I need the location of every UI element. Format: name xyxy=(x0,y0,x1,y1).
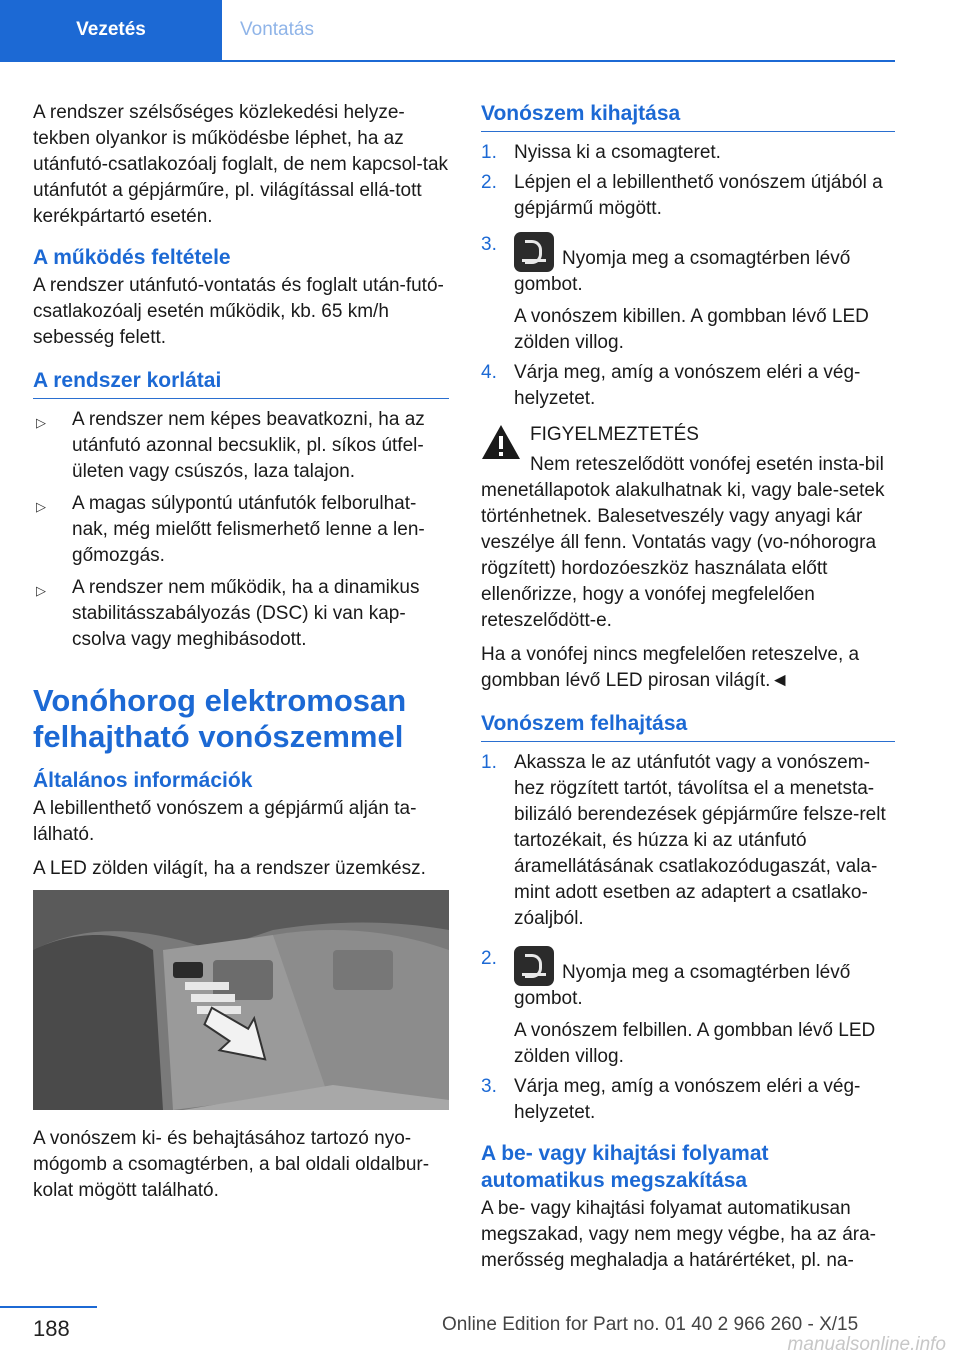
step-text: Nyomja meg a csomagtérben lévő gombot. xyxy=(514,248,851,295)
list-item-text: A magas súlypontú utánfutók felborulhat-nak, még mielőtt felismerhető lenne a len-gőmozgás. xyxy=(72,493,425,566)
divider xyxy=(481,131,895,132)
list-item xyxy=(481,360,895,412)
list-item xyxy=(481,1074,895,1126)
list-item xyxy=(481,170,895,222)
conditions-heading: A működés feltétele xyxy=(33,246,231,269)
step-text: Nyomja meg a csomagtérben lévő gombot. xyxy=(514,962,851,1009)
abort-paragraph: A be- vagy kihajtási folyamat automatikusan megszakad, vagy nem megy végbe, ha az ára-merősség meghaladja a határértéket, pl. na- xyxy=(481,1198,876,1271)
step-note: A vonószem felbillen. A gombban lévő LED zölden villog. xyxy=(514,1020,876,1067)
warning-text: Nem reteszelődött vonófej esetén insta-bil menetállapotok alakulhatnak ki, vagy bale-setek történhetnek. Balesetveszély vagy anyagi kár veszélye áll fenn. Vontatás vagy (vo-nóhorogra rögzített) hordozóeszköz használata előtt ellenőrizze, hogy a vonófej megfelelően reteszelődött-e. xyxy=(481,454,885,631)
bullet-triangle-icon: ▷ xyxy=(36,499,46,514)
extend-steps xyxy=(481,140,895,412)
step-text: Várja meg, amíg a vonószem eléri a vég-helyzetet. xyxy=(514,362,861,409)
list-item xyxy=(481,140,895,166)
step-text: Várja meg, amíg a vonószem eléri a vég-helyzetet. xyxy=(514,1076,861,1123)
step-number: 2. xyxy=(481,172,497,193)
step-number: 1. xyxy=(481,142,497,163)
header-tabbar xyxy=(0,0,895,62)
step-text: Nyissa ki a csomagteret. xyxy=(514,142,721,163)
general-paragraph-2: A LED zölden világít, ha a rendszer üzemkész. xyxy=(33,858,426,879)
list-item xyxy=(33,491,449,569)
list-item xyxy=(33,407,449,485)
header-divider xyxy=(0,60,895,62)
towbar-button-icon xyxy=(514,232,554,272)
page-number-rule xyxy=(0,1306,97,1308)
divider xyxy=(33,398,449,399)
abort-heading: A be- vagy kihajtási folyamat automatikus megszakítása xyxy=(481,1142,769,1192)
section-title: Vonóhorog elektromosan felhajtható vonószemmel xyxy=(33,683,407,754)
general-paragraph-1: A lebillenthető vonószem a gépjármű alján ta-lálható. xyxy=(33,798,417,845)
step-number: 4. xyxy=(481,362,497,383)
trunk-photo xyxy=(33,890,449,1110)
step-note: A vonószem kibillen. A gombban lévő LED zölden villog. xyxy=(514,306,869,353)
warning-triangle-icon xyxy=(481,424,521,460)
step-number: 3. xyxy=(481,234,497,255)
step-text: Akassza le az utánfutót vagy a vonószem-hez rögzített tartót, távolítsa el a menetsta-bilizáló berendezések gépjárműre felsze-relt tartozékait, és húzza ki az utánfutó áramellátásának csatlakozódugaszát, vala-mint adott esetben az adaptert a csatlako-zóaljból. xyxy=(514,752,886,929)
list-item xyxy=(33,575,449,653)
tab-vezetes[interactable]: Vezetés xyxy=(0,0,222,60)
divider xyxy=(481,741,895,742)
conditions-paragraph: A rendszer utánfutó-vontatás és foglalt után-futó-csatlakozóalj esetén működik, kb. 65 km/h sebesség felett. xyxy=(33,275,444,348)
step-number: 2. xyxy=(481,948,497,969)
warning-paragraph-2: Ha a vonófej nincs megfelelően reteszelve, a gombban lévő LED pirosan világít.◄ xyxy=(481,644,860,691)
page-number: 188 xyxy=(33,1316,70,1341)
bullet-triangle-icon: ▷ xyxy=(36,415,46,430)
retract-heading: Vonószem felhajtása xyxy=(481,712,688,735)
watermark: manualsonline.info xyxy=(787,1334,946,1355)
limits-list xyxy=(33,407,449,653)
limits-heading: A rendszer korlátai xyxy=(33,369,222,392)
photo-caption: A vonószem ki- és behajtásához tartozó nyo-mógomb a csomagtérben, a bal oldali oldalbur-kolat mögött található. xyxy=(33,1128,430,1201)
general-heading: Általános információk xyxy=(33,769,253,792)
warning-block xyxy=(481,422,895,448)
step-number: 1. xyxy=(481,752,497,773)
towbar-button-icon xyxy=(514,946,554,986)
step-number: 3. xyxy=(481,1076,497,1097)
list-item xyxy=(481,232,895,356)
right-column xyxy=(481,100,895,1282)
warning-title: FIGYELMEZTETÉS xyxy=(530,424,699,445)
step-text: Lépjen el a lebillenthető vonószem útjából a gépjármű mögött. xyxy=(514,172,883,219)
list-item xyxy=(481,750,895,932)
list-item-text: A rendszer nem működik, ha a dinamikus stabilitásszabályozás (DSC) ki van kap-csolva vagy meghibásodott. xyxy=(72,577,420,650)
list-item xyxy=(481,946,895,1070)
bullet-triangle-icon: ▷ xyxy=(36,583,46,598)
retract-steps xyxy=(481,750,895,1126)
edition-footer: Online Edition for Part no. 01 40 2 966 260 - X/15 xyxy=(442,1314,859,1335)
intro-paragraph: A rendszer szélsőséges közlekedési helyze-tekben olyankor is működésbe léphet, ha az utánfutó-csatlakozóalj foglalt, de nem kapcsol-tak utánfutót a gépjárműre, pl. világítással ellá-tott kerékpártartó esetén. xyxy=(33,102,449,227)
left-column xyxy=(33,100,449,1212)
extend-heading: Vonószem kihajtása xyxy=(481,102,681,125)
tab-vontatas[interactable]: Vontatás xyxy=(240,19,314,40)
list-item-text: A rendszer nem képes beavatkozni, ha az utánfutó azonnal becsuklik, pl. síkos útfel-ületen vagy csúszós, laza talajon. xyxy=(72,409,425,482)
